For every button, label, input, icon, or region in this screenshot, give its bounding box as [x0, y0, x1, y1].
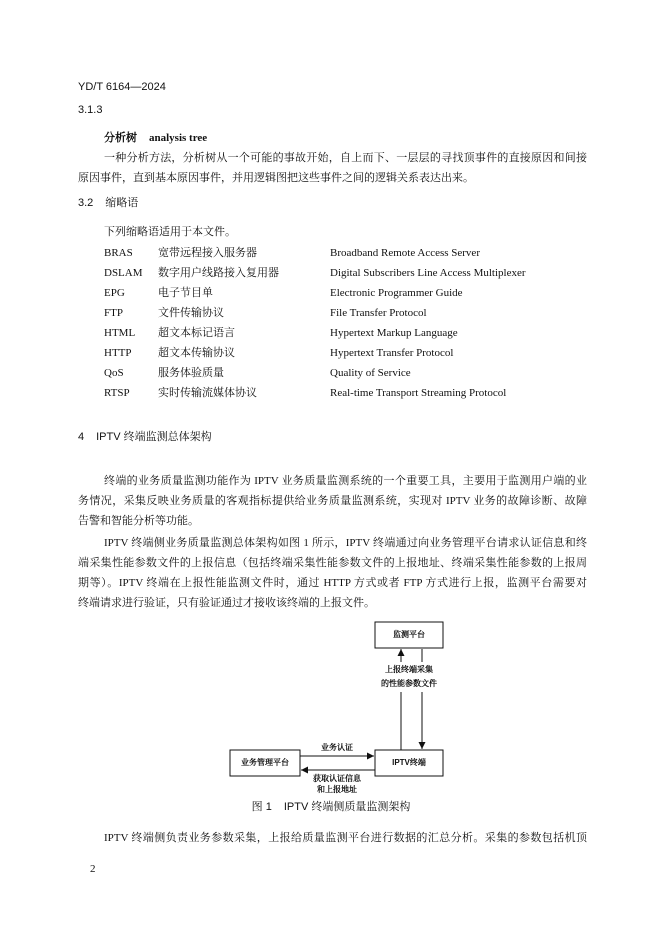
- paragraph-line: 终端请求进行验证，只有验证通过才接收该终端的上报文件。: [78, 597, 375, 609]
- upload-label-line1: 上报终端采集: [385, 665, 433, 675]
- abbreviation-english: Broadband Remote Access Server: [330, 247, 480, 259]
- paragraph-line: 终端的业务质量监测功能作为 IPTV 业务质量监测系统的一个重要工具，主要用于监测用户端的业: [104, 475, 587, 487]
- abbreviation-chinese: 文件传输协议: [158, 307, 224, 319]
- info-label-line1: 获取认证信息: [313, 774, 361, 784]
- abbreviation: DSLAM: [104, 267, 143, 279]
- clause-number: 3.1.3: [78, 104, 103, 116]
- abbreviation-chinese: 服务体验质量: [158, 367, 224, 379]
- abbreviation: HTML: [104, 327, 136, 339]
- paragraph-line: 期等）。IPTV 终端在上报性能监测文件时，通过 HTTP 方式或者 FTP 方式进行上报，监测平台需要对: [78, 577, 587, 589]
- abbreviation-chinese: 超文本传输协议: [158, 347, 235, 359]
- term-english: analysis tree: [149, 132, 208, 144]
- abbreviation-english: Electronic Programmer Guide: [330, 287, 463, 299]
- abbreviation-chinese: 超文本标记语言: [158, 327, 235, 339]
- iptv-terminal-label: IPTV终端: [392, 758, 426, 768]
- figure-caption: [0, 797, 662, 817]
- abbreviation-english: Hypertext Transfer Protocol: [330, 347, 454, 359]
- paragraph-line: IPTV 终端侧负责业务参数采集，上报给质量监测平台进行数据的汇总分析。采集的参数包括机顶: [104, 832, 587, 844]
- figure-title: IPTV 终端侧质量监测架构: [283, 801, 411, 813]
- abbreviation: FTP: [104, 307, 123, 319]
- section-number: 4: [78, 431, 85, 443]
- upload-label-line2: 的性能参数文件: [381, 679, 437, 689]
- paragraph-line: 端采集性能参数文件的上报信息（包括终端采集性能参数文件的上报地址、终端采集性能参数的上报周: [78, 557, 587, 569]
- monitoring-platform-label: 监测平台: [393, 630, 425, 640]
- abbreviation-chinese: 实时传输流媒体协议: [158, 387, 257, 399]
- section-title: IPTV 终端监测总体架构: [96, 431, 212, 443]
- document-id-header: YD/T 6164—2024: [78, 81, 166, 93]
- abbreviation-chinese: 宽带远程接入服务器: [158, 247, 257, 259]
- abbreviation-english: Digital Subscribers Line Access Multiplexer: [330, 267, 526, 279]
- page-number: 2: [90, 863, 96, 875]
- figure-number: 图 1: [251, 801, 272, 813]
- abbreviation-english: File Transfer Protocol: [330, 307, 427, 319]
- abbreviation: BRAS: [104, 247, 133, 259]
- abbreviation-english: Real-time Transport Streaming Protocol: [330, 387, 507, 399]
- term-chinese: 分析树: [104, 132, 137, 144]
- abbreviation-chinese: 数字用户线路接入复用器: [158, 267, 279, 279]
- section-number: 3.2: [78, 197, 94, 209]
- definition-line: 原因事件，直到基本原因事件，并用逻辑图把这些事件之间的逻辑关系表达出来。: [78, 172, 474, 184]
- abbreviation: HTTP: [104, 347, 132, 359]
- paragraph-line: 务情况，采集反映业务质量的客观指标提供给业务质量监测系统，实现对 IPTV 业务的故障诊断、故障: [78, 495, 587, 507]
- paragraph-line: IPTV 终端侧业务质量监测总体架构如图 1 所示，IPTV 终端通过向业务管理平台请求认证信息和终: [104, 537, 587, 549]
- definition-line: 一种分析方法，分析树从一个可能的事故开始，自上而下、一层层的寻找顶事件的直接原因和间接: [104, 152, 587, 164]
- abbreviation: RTSP: [104, 387, 130, 399]
- abbreviation-english: Hypertext Markup Language: [330, 327, 458, 339]
- paragraph-line: 告警和智能分析等功能。: [78, 515, 199, 527]
- abbreviation: EPG: [104, 287, 125, 299]
- auth-label: 业务认证: [321, 743, 353, 753]
- business-platform-label: 业务管理平台: [241, 758, 289, 768]
- info-label-line2: 和上报地址: [317, 785, 357, 795]
- abbreviations-intro: 下列缩略语适用于本文件。: [104, 226, 236, 238]
- abbreviation-english: Quality of Service: [330, 367, 411, 379]
- abbreviation: QoS: [104, 367, 124, 379]
- abbreviation-chinese: 电子节目单: [158, 287, 213, 299]
- section-title: 缩略语: [105, 197, 139, 209]
